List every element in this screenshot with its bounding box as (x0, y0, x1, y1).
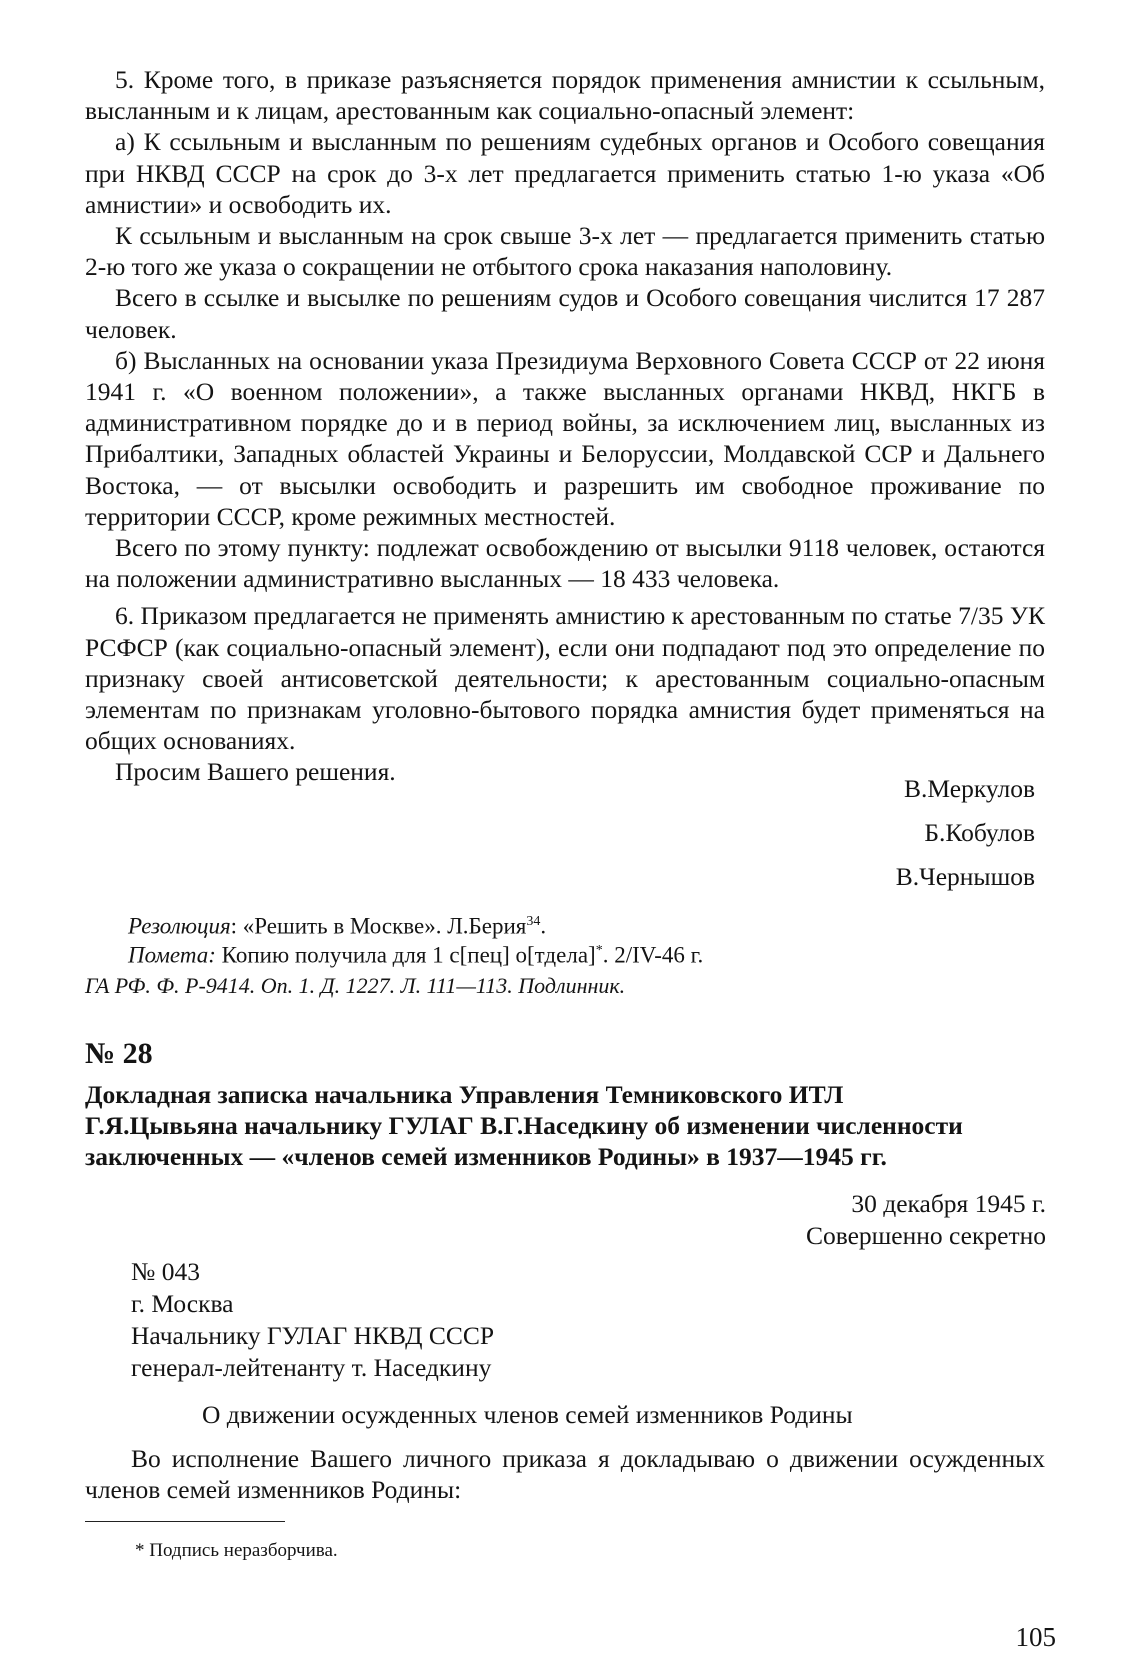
paragraph-item-5: 5. Кроме того, в приказе разъясняется порядок применения амнистии к ссыльным, высланным и к лицам, арестованным как социально-опасный элемент: (85, 65, 1045, 126)
mark-note-ref: * (595, 943, 603, 958)
paragraph-item-6: 6. Приказом предлагается не применять амнистию к арестованным по статье 7/35 УК РСФСР (как социально-опасный элемент), если они подпадают под это определение по признаку своей антисоветской деятельности; к арестованным социально-опасным элементам по признакам уголовно-бытового порядка амнистия будет применяться на общих основаниях. (85, 601, 1045, 756)
resolution-note-ref: 34 (526, 914, 541, 929)
body-text (85, 64, 1045, 788)
mark-text-end: . 2/IV-46 г. (602, 942, 704, 968)
footnote: * Подпись неразборчива. (135, 1540, 338, 1561)
outgoing-number: № 043 (131, 1257, 200, 1286)
paragraph-total-exile: Всего в ссылке и высылке по решениям судов и Особого совещания числится 17 287 человек. (85, 283, 1045, 344)
paragraph-total-point: Всего по этому пункту: подлежат освобождению от высылки 9118 человек, остаются на положении административно высланных — 18 433 человека. (85, 533, 1045, 594)
paragraph-item-5b: б) Высланных на основании указа Президиума Верховного Совета СССР от 22 июня 1941 г. «О военном положении», а также высланных органами НКВД, НКГБ в административном порядке до и в период войны, за исключением лиц, высланных из Прибалтики, Западных областей Украины и Белоруссии, Молдавской ССР и Дальнего Востока, — от высылки освободить и разрешить им свободное проживание по территории СССР, кроме режимных местностей. (85, 345, 1045, 531)
paragraph-request: Просим Вашего решения. (115, 757, 396, 787)
paragraph-item-5a: а) К ссыльным и высланным по решениям судебных органов и Особого совещания при НКВД СССР на срок до 3-х лет предлагается применить статью 1-ю указа «Об амнистии» и освободить их. (85, 127, 1045, 219)
resolution-text: : «Решить в Москве». Л.Берия (230, 913, 527, 939)
footnote-divider (85, 1521, 285, 1522)
document-title: Докладная записка начальника Управления Темниковского ИТЛ Г.Я.Цывьяна начальнику ГУЛАГ В.Г.Наседкину об изменении численности заключенных — «членов семей изменников Родины» в 1937—1945 гг. (85, 1080, 963, 1171)
paragraph-over-3-years: К ссыльным и высланным на срок свыше 3-х лет — предлагается применить статью 2-ю того же указа о сокращении не отбытого срока наказания наполовину. (85, 221, 1045, 282)
addressee-line-2: генерал-лейтенанту т. Наседкину (131, 1353, 492, 1382)
classification-stamp: Совершенно секретно (805, 1221, 1046, 1250)
document-number: № 28 (85, 1037, 153, 1070)
resolution-line (128, 908, 546, 941)
resolution-label: Резолюция (128, 913, 231, 939)
archive-source: ГА РФ. Ф. Р-9414. Оп. 1. Д. 1227. Л. 111—113. Подлинник. (85, 973, 626, 998)
subject-line: О движении осужденных членов семей изменников Родины (202, 1400, 853, 1429)
intro-paragraph: Во исполнение Вашего личного приказа я докладываю о движении осужденных членов семей изменников Родины: (85, 1444, 1045, 1504)
signature-merkulov: В.Меркулов (904, 774, 1035, 803)
place: г. Москва (131, 1289, 234, 1318)
signature-kobulov: Б.Кобулов (924, 818, 1035, 847)
document-date: 30 декабря 1945 г. (851, 1189, 1046, 1218)
signature-chernyshov: В.Чернышов (895, 862, 1035, 891)
page-number: 105 (1015, 1622, 1056, 1652)
addressee-line-1: Начальнику ГУЛАГ НКВД СССР (131, 1321, 495, 1350)
resolution-text-end: . (540, 913, 547, 939)
mark-label: Помета: (128, 942, 216, 968)
mark-line (128, 937, 703, 970)
mark-text: Копию получила для 1 с[пец] о[тдела] (215, 942, 596, 968)
